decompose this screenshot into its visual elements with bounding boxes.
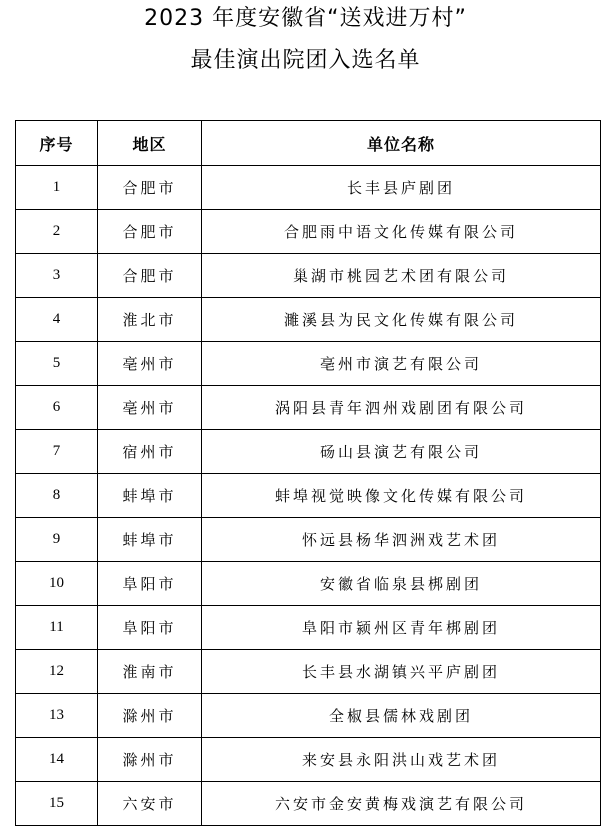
cell-region: 合肥市 (98, 166, 202, 210)
table-row (16, 518, 601, 562)
table-row (16, 166, 601, 210)
table-row (16, 342, 601, 386)
cell-serial-number: 7 (16, 430, 98, 474)
cell-region: 阜阳市 (98, 606, 202, 650)
cell-unit-name: 亳州市演艺有限公司 (202, 342, 601, 386)
cell-region: 阜阳市 (98, 562, 202, 606)
cell-unit-name: 安徽省临泉县梆剧团 (202, 562, 601, 606)
cell-unit-name: 阜阳市颍州区青年梆剧团 (202, 606, 601, 650)
cell-serial-number: 11 (16, 606, 98, 650)
cell-unit-name: 长丰县庐剧团 (202, 166, 601, 210)
table-row (16, 298, 601, 342)
table-body (16, 166, 601, 826)
cell-region: 六安市 (98, 782, 202, 826)
cell-serial-number: 6 (16, 386, 98, 430)
table-row (16, 430, 601, 474)
cell-serial-number: 3 (16, 254, 98, 298)
cell-unit-name: 濉溪县为民文化传媒有限公司 (202, 298, 601, 342)
cell-serial-number: 13 (16, 694, 98, 738)
cell-serial-number: 9 (16, 518, 98, 562)
cell-unit-name: 长丰县水湖镇兴平庐剧团 (202, 650, 601, 694)
cell-unit-name: 巢湖市桃园艺术团有限公司 (202, 254, 601, 298)
header-region: 地区 (98, 121, 202, 166)
table-row (16, 254, 601, 298)
cell-serial-number: 14 (16, 738, 98, 782)
table-row (16, 738, 601, 782)
table-row (16, 562, 601, 606)
cell-serial-number: 5 (16, 342, 98, 386)
document-title-line-1: 2023 年度安徽省“送戏进万村” (144, 6, 467, 31)
cell-serial-number: 4 (16, 298, 98, 342)
cell-serial-number: 8 (16, 474, 98, 518)
cell-unit-name: 来安县永阳洪山戏艺术团 (202, 738, 601, 782)
cell-unit-name: 怀远县杨华泗洲戏艺术团 (202, 518, 601, 562)
cell-region: 宿州市 (98, 430, 202, 474)
cell-region: 淮南市 (98, 650, 202, 694)
table-row (16, 694, 601, 738)
header-serial-number: 序号 (16, 121, 98, 166)
cell-region: 淮北市 (98, 298, 202, 342)
cell-serial-number: 10 (16, 562, 98, 606)
cell-unit-name: 砀山县演艺有限公司 (202, 430, 601, 474)
table-header-row (16, 121, 601, 166)
table-row (16, 606, 601, 650)
cell-unit-name: 合肥雨中语文化传媒有限公司 (202, 210, 601, 254)
document-title-line-2: 最佳演出院团入选名单 (190, 48, 421, 73)
table-row (16, 386, 601, 430)
table-row (16, 210, 601, 254)
cell-unit-name: 全椒县儒林戏剧团 (202, 694, 601, 738)
cell-region: 蚌埠市 (98, 474, 202, 518)
cell-region: 滁州市 (98, 694, 202, 738)
cell-region: 亳州市 (98, 342, 202, 386)
cell-region: 合肥市 (98, 254, 202, 298)
cell-region: 亳州市 (98, 386, 202, 430)
table-row (16, 474, 601, 518)
cell-serial-number: 2 (16, 210, 98, 254)
selection-table (15, 120, 601, 826)
cell-region: 滁州市 (98, 738, 202, 782)
table-row (16, 782, 601, 826)
cell-unit-name: 六安市金安黄梅戏演艺有限公司 (202, 782, 601, 826)
cell-unit-name: 涡阳县青年泗州戏剧团有限公司 (202, 386, 601, 430)
cell-region: 合肥市 (98, 210, 202, 254)
cell-serial-number: 12 (16, 650, 98, 694)
cell-unit-name: 蚌埠视觉映像文化传媒有限公司 (202, 474, 601, 518)
header-unit-name: 单位名称 (202, 121, 601, 166)
cell-region: 蚌埠市 (98, 518, 202, 562)
cell-serial-number: 15 (16, 782, 98, 826)
cell-serial-number: 1 (16, 166, 98, 210)
table-row (16, 650, 601, 694)
